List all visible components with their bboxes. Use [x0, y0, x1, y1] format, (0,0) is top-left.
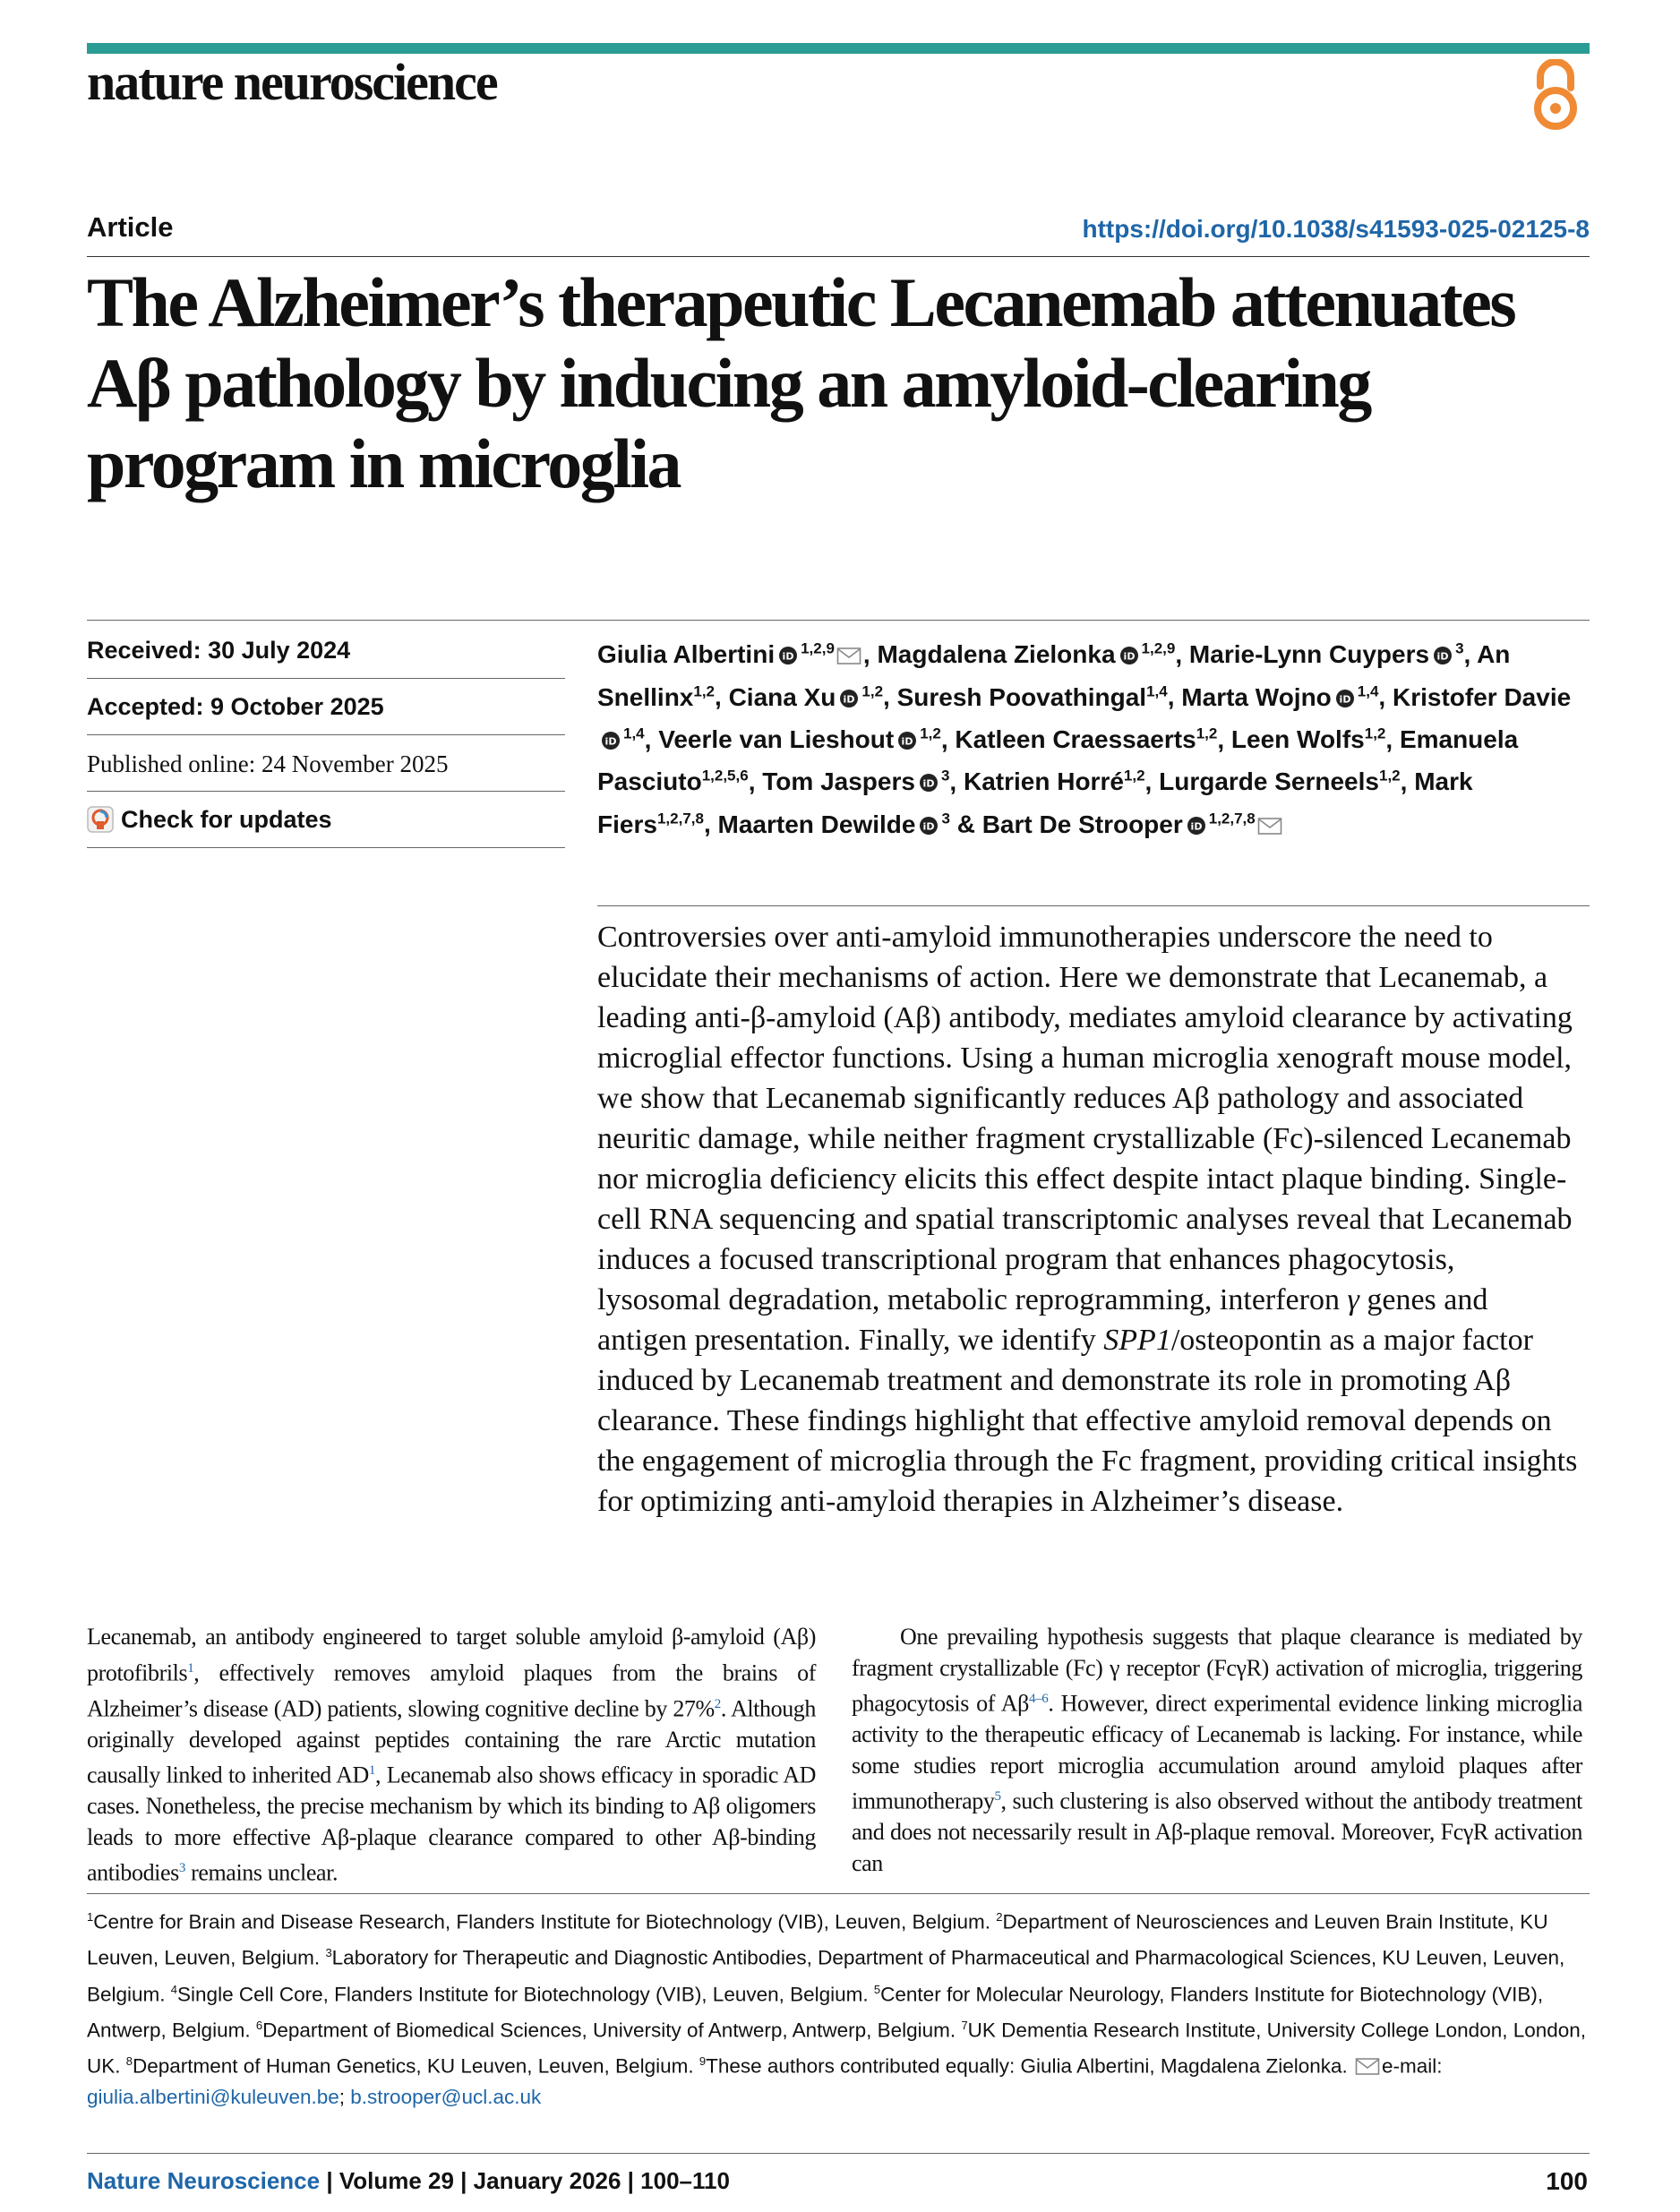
author-affiliation: 1,2 [1196, 724, 1218, 742]
author-affiliation: 3 [1455, 640, 1464, 657]
article-title: The Alzheimer’s therapeutic Lecanemab attenuates Aβ pathology by inducing an amyloid-clearing program in microglia [87, 263, 1515, 502]
author-affiliation: 1,2 [920, 724, 941, 742]
orcid-icon[interactable] [1187, 816, 1206, 836]
author-affiliation: 1,2 [1364, 724, 1386, 742]
author-name[interactable]: Leen Wolfs [1230, 724, 1365, 753]
author-name[interactable]: Bart De Strooper [981, 810, 1183, 838]
svg-text:iD: iD [1123, 650, 1135, 663]
orcid-icon[interactable] [1119, 646, 1139, 665]
author-affiliation: 1,2,9 [801, 640, 835, 657]
author-name[interactable]: An Snellinx [597, 640, 1511, 711]
reference-link[interactable]: 4–6 [1029, 1692, 1049, 1706]
author-affiliation: 1,4 [1357, 682, 1379, 700]
body-text-right-column: One prevailing hypothesis suggests that plaque clearance is mediated by fragment crystallizable (Fc) γ receptor (FcγR) activation of microglia, triggering phagocytosis of $A\beta^{4-6}$. However, direct experimental evidence linking microglia activity to the therapeutic efficacy of Lecanemab is lacking. For instance, while some studies report microglia accumulation around amyloid plaques after immunotherapy$^5$, such clustering is also observed without the antibody treatment and does not necessarily result in Aβ-plaque removal. Moreover, FcγR activation can [852, 1624, 1582, 1876]
reference-link[interactable]: 3 [178, 1861, 185, 1876]
author-affiliation: 3 [941, 810, 950, 827]
author-affiliation: 1,2 [693, 682, 716, 700]
author-entry [597, 640, 863, 668]
author-entry [1231, 725, 1385, 753]
author-name[interactable]: Mark Fiers [597, 767, 1473, 838]
orcid-icon[interactable] [897, 731, 917, 750]
author-affiliation: 1,2,9 [1141, 640, 1176, 657]
doi-link[interactable]: https://doi.org/10.1038/s41593-025-02125-8 [1082, 215, 1590, 243]
orcid-icon[interactable] [1335, 689, 1355, 708]
author-name[interactable]: Emanuela Pasciuto [597, 724, 1519, 796]
author-entry [1159, 767, 1401, 795]
footnote-divider [87, 1893, 1590, 1894]
author-entry [729, 683, 883, 711]
title-top-divider [87, 256, 1590, 257]
page-number: 100 [1546, 2167, 1588, 2195]
author-entry [762, 767, 949, 795]
author-affiliation: 1,2,5,6 [701, 767, 749, 784]
meta-divider [87, 678, 565, 679]
affiliations: $^1$Centre for Brain and Disease Research, Flanders Institute for Biotechnology (VIB), Leuven, Belgium. $^2$Department of Neurosciences and Leuven Brain Institute, KU Leuven, Leuven, Belgium. $^3$Laboratory for Therapeutic and Diagnostic Antibodies, Department of Pharmaceutical and Pharmacological Sciences, KU Leuven, Leuven, Belgium. $^4$Single Cell Core, Flanders Institute for Biotechnology (VIB), Leuven, Belgium. $^5$Center for Molecular Neurology, Flanders Institute for Biotechnology (VIB), Antwerp, Belgium. $^6$Department of Biomedical Sciences, University of Antwerp, Antwerp, Belgium. $^7$UK Dementia Research Institute, University College London, London, UK. $^8$Department of Human Genetics, KU Leuven, Leuven, Belgium. $^9$These authors contributed equally: Giulia Albertini, Magdalena Zielonka. e-mail: giulia.albertini@kuleuven.be; b.strooper@ucl.ac.uk [87, 1910, 1587, 2109]
meta-divider [87, 734, 565, 735]
author-entry [718, 810, 950, 838]
article-type-label: Article [87, 211, 174, 243]
check-for-updates-icon [87, 806, 114, 833]
author-entry [955, 725, 1217, 753]
svg-text:iD: iD [1190, 820, 1203, 833]
author-entry [982, 810, 1284, 838]
footer-divider [87, 2153, 1590, 2154]
orcid-icon[interactable] [601, 731, 621, 750]
author-entry [964, 767, 1145, 795]
orcid-icon[interactable] [919, 773, 939, 793]
svg-text:iD: iD [782, 650, 794, 663]
orcid-icon[interactable] [1433, 646, 1453, 665]
author-entry [897, 683, 1168, 711]
reference-link[interactable]: 1 [368, 1763, 375, 1779]
author-name[interactable]: Marie-Lynn Cuypers [1188, 640, 1430, 669]
email-icon[interactable] [836, 647, 863, 666]
author-name[interactable]: Katrien Horré [963, 767, 1124, 796]
received-date: Received: 30 July 2024 [87, 637, 351, 664]
author-affiliation: 1,2,7,8 [656, 810, 704, 827]
svg-text:iD: iD [604, 735, 617, 748]
svg-text:iD: iD [843, 693, 855, 706]
reference-link[interactable]: 2 [714, 1696, 721, 1711]
svg-text:iD: iD [1436, 650, 1449, 663]
email-link[interactable]: giulia.albertini@kuleuven.be [87, 2086, 339, 2109]
author-name[interactable]: Magdalena Zielonka [877, 640, 1116, 669]
author-name[interactable]: Lurgarde Serneels [1159, 767, 1379, 796]
author-name[interactable]: Marta Wojno [1181, 682, 1332, 711]
author-entry [877, 640, 1175, 668]
abstract: Controversies over anti-amyloid immunotherapies underscore the need to elucidate their mechanisms of action. Here we demonstrate that Lecanemab, a leading anti-β-amyloid (Aβ) antibody, mediates amyloid clearance by activating microglial effector functions. Using a human microglia xenograft mouse model, we show that Lecanemab significantly reduces Aβ pathology and associated neuritic damage, while neither fragment crystallizable (Fc)-silenced Lecanemab nor microglia deficiency elicits this effect despite intact plaque binding. Single-cell RNA sequencing and spatial transcriptomic analyses reveal that Lecanemab induces a focused transcriptional program that enhances phagocytosis, lysosomal degradation, metabolic reprogramming, interferon γ genes and antigen presentation. Finally, we identify SPP1/osteopontin as a major factor induced by Lecanemab treatment and demonstrate its role in promoting Aβ clearance. These findings highlight that effective amyloid removal depends on the engagement of microglia through the Fc fragment, providing critical insights for optimizing anti-amyloid therapies in Alzheimer’s disease. [597, 921, 1578, 1518]
author-affiliation: 1,2 [1378, 767, 1401, 784]
author-name[interactable]: Katleen Craessaerts [955, 724, 1196, 753]
svg-text:iD: iD [1339, 693, 1351, 706]
footer-journal-link[interactable]: Nature Neuroscience [87, 2167, 321, 2194]
svg-text:iD: iD [923, 820, 935, 833]
author-name[interactable]: Suresh Poovathingal [896, 682, 1147, 711]
reference-link[interactable]: 1 [187, 1660, 194, 1676]
author-affiliation: 3 [940, 767, 950, 784]
check-for-updates-label: Check for updates [121, 806, 332, 833]
svg-text:iD: iD [901, 735, 913, 748]
open-access-icon [1528, 59, 1583, 133]
footer-citation: Nature Neuroscience | Volume 29 | January 2026 | 100–110 [87, 2167, 730, 2194]
meta-divider [87, 847, 565, 848]
email-icon[interactable] [1257, 817, 1284, 836]
author-entry [1181, 683, 1378, 711]
orcid-icon[interactable] [839, 689, 859, 708]
abstract-divider [597, 905, 1590, 906]
published-date: Published online: 24 November 2025 [87, 750, 449, 777]
orcid-icon[interactable] [778, 646, 798, 665]
author-name[interactable]: Tom Jaspers [762, 767, 915, 796]
author-affiliation: 1,2 [1123, 767, 1145, 784]
author-name[interactable]: Giulia Albertini [597, 640, 776, 669]
author-affiliation: 1,4 [623, 724, 645, 742]
reference-link[interactable]: 5 [994, 1789, 1001, 1805]
accepted-date: Accepted: 9 October 2025 [87, 693, 384, 720]
journal-logo[interactable]: nature neuroscience [87, 53, 497, 111]
meta-divider [87, 791, 565, 792]
author-affiliation: 1,2,7,8 [1208, 810, 1256, 827]
author-affiliation: 1,2 [861, 682, 884, 700]
author-name[interactable]: Veerle van Lieshout [658, 724, 895, 753]
email-link[interactable]: b.strooper@ucl.ac.uk [350, 2086, 542, 2109]
author-name[interactable]: Ciana Xu [728, 682, 836, 711]
author-entry [658, 725, 941, 753]
author-affiliation: 1,4 [1146, 682, 1168, 700]
author-list: Giulia Albertini iD $^{1,2,9}$ , Magdalena Zielonka iD $^{1,2,9}$, Marie-Lynn Cuypers iD $^3$, An Snellinx$^{1,2}$, Ciana Xu iD $^{1,2}$, Suresh Poovathingal$^{1,4}$, Marta Wojno iD $^{1,4}$, Kristofer Davie iD $^{1,4}$, Veerle van Lieshout iD $^{1,2}$, Katleen Craessaerts$^{1,2}$, Leen Wolfs$^{1,2}$, Emanuela Pasciuto$^{1,2,5,6}$, Tom Jaspers iD $^3$, Katrien Horré$^{1,2}$, Lurgarde Serneels$^{1,2}$, Mark Fiers$^{1,2,7,8}$, Maarten Dewilde iD $^3$ & Bart De Strooper iD $^{1,2,7,8}$ [597, 640, 1572, 838]
check-for-updates-button[interactable] [87, 806, 565, 834]
meta-divider [87, 620, 1590, 621]
email-icon [1355, 2057, 1382, 2077]
author-entry [1189, 640, 1464, 668]
orcid-icon[interactable] [919, 816, 939, 836]
svg-text:iD: iD [922, 777, 935, 790]
author-name[interactable]: Kristofer Davie [1392, 682, 1572, 711]
body-text-left-column: Lecanemab, an antibody engineered to target soluble amyloid β-amyloid (Aβ) protofibrils$^1$, effectively removes amyloid plaques from the brains of Alzheimer’s disease (AD) patients, slowing cognitive decline by 27%$^2$. Although originally developed against peptides containing the rare Arctic mutation causally linked to inherited $AD^1$, Lecanemab also shows efficacy in sporadic AD cases. Nonetheless, the precise mechanism by which its binding to Aβ oligomers leads to more effective Aβ-plaque clearance compared to other Aβ-binding antibodies$^3$ remains unclear. [87, 1624, 816, 1887]
author-name[interactable]: Maarten Dewilde [717, 810, 916, 838]
